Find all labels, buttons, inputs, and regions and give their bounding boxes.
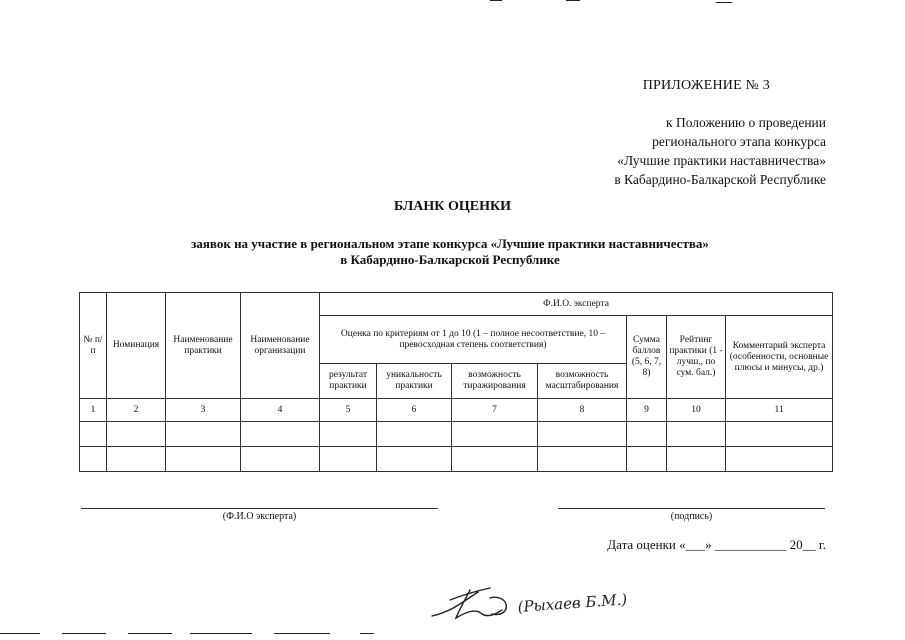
column-number: 10: [667, 399, 726, 422]
handwritten-name: (Рыхаев Б.М.): [517, 590, 628, 616]
scan-artifact: [128, 633, 172, 634]
header-cell-comment: Комментарий эксперта (особенности, основные плюсы и минусы, др.): [726, 316, 833, 399]
column-number: 6: [377, 399, 452, 422]
table-cell[interactable]: [166, 422, 241, 447]
table-cell[interactable]: [538, 422, 627, 447]
subtitle-line: в Кабардино-Балкарской Республике: [340, 252, 560, 267]
table-cell[interactable]: [726, 422, 833, 447]
scan-artifact: [274, 633, 330, 634]
table-cell[interactable]: [667, 422, 726, 447]
column-number: 3: [166, 399, 241, 422]
table-cell[interactable]: [241, 447, 320, 472]
table-cell[interactable]: [107, 447, 166, 472]
subtitle-line: заявок на участие в региональном этапе конкурса «Лучшие практики наставничества»: [191, 236, 709, 251]
header-cell-result: результат практики: [320, 364, 377, 399]
column-number: 5: [320, 399, 377, 422]
column-number: 11: [726, 399, 833, 422]
column-number: 7: [452, 399, 538, 422]
scan-artifact: [716, 2, 732, 3]
table-cell[interactable]: [726, 447, 833, 472]
table-cell[interactable]: [538, 447, 627, 472]
table-cell[interactable]: [320, 422, 377, 447]
scan-artifact: [0, 633, 40, 634]
scan-artifact: [190, 633, 252, 634]
handwritten-signature: [430, 578, 645, 628]
table-cell[interactable]: [241, 422, 320, 447]
annex-line: регионального этапа конкурса: [652, 134, 826, 149]
table-row: [80, 447, 833, 472]
table-cell[interactable]: [80, 447, 107, 472]
table-cell[interactable]: [377, 447, 452, 472]
header-cell-criteria: Оценка по критериям от 1 до 10 (1 – полное несоответствие, 10 – превосходная степень соответствия): [320, 316, 627, 364]
table-cell[interactable]: [107, 422, 166, 447]
table-cell[interactable]: [627, 447, 667, 472]
table-cell[interactable]: [452, 422, 538, 447]
scan-artifact: [490, 0, 502, 1]
form-subtitle: [100, 236, 800, 268]
column-number: 9: [627, 399, 667, 422]
evaluation-date: Дата оценки «___» ___________ 20__ г.: [607, 537, 826, 552]
table-cell[interactable]: [377, 422, 452, 447]
column-number: 2: [107, 399, 166, 422]
column-number: 1: [80, 399, 107, 422]
column-number: 4: [241, 399, 320, 422]
table-cell[interactable]: [166, 447, 241, 472]
header-cell-sum: Сумма баллов (5, 6, 7, 8): [627, 316, 667, 399]
annex-line: к Положению о проведении: [666, 115, 826, 130]
scan-artifact: [566, 0, 580, 1]
table-cell[interactable]: [452, 447, 538, 472]
table-cell[interactable]: [320, 447, 377, 472]
signature-caption: (подпись): [670, 511, 713, 522]
header-cell-expert: Ф.И.О. эксперта: [320, 293, 833, 316]
annex-title: ПРИЛОЖЕНИЕ № 3: [642, 78, 770, 93]
table-header-row: [80, 293, 833, 316]
header-cell-practice: Наименование практики: [166, 293, 241, 399]
scan-artifact: [360, 633, 374, 634]
expert-name-line[interactable]: [81, 508, 438, 509]
header-cell-scaling: возможность масштабирования: [538, 364, 627, 399]
header-cell-rating: Рейтинг практики (1 - лучш., по сум. бал.): [667, 316, 726, 399]
expert-name-caption: (Ф.И.О эксперта): [222, 511, 297, 522]
form-title: БЛАНК ОЦЕНКИ: [393, 199, 512, 214]
scan-artifact: [62, 633, 106, 634]
annex-line: в Кабардино-Балкарской Республике: [614, 172, 826, 187]
header-cell-num: № п/п: [80, 293, 107, 399]
table-cell[interactable]: [80, 422, 107, 447]
header-cell-organization: Наименование организации: [241, 293, 320, 399]
annex-line: «Лучшие практики наставничества»: [617, 153, 826, 168]
column-number-row: [80, 399, 833, 422]
header-cell-nomination: Номинация: [107, 293, 166, 399]
annex-reference: [540, 113, 826, 189]
table-row: [80, 422, 833, 447]
evaluation-table: [79, 292, 833, 472]
column-number: 8: [538, 399, 627, 422]
table-cell[interactable]: [627, 422, 667, 447]
header-cell-uniqueness: уникальность практики: [377, 364, 452, 399]
table-cell[interactable]: [667, 447, 726, 472]
signature-line[interactable]: [558, 508, 825, 509]
header-cell-replication: возможность тиражирования: [452, 364, 538, 399]
